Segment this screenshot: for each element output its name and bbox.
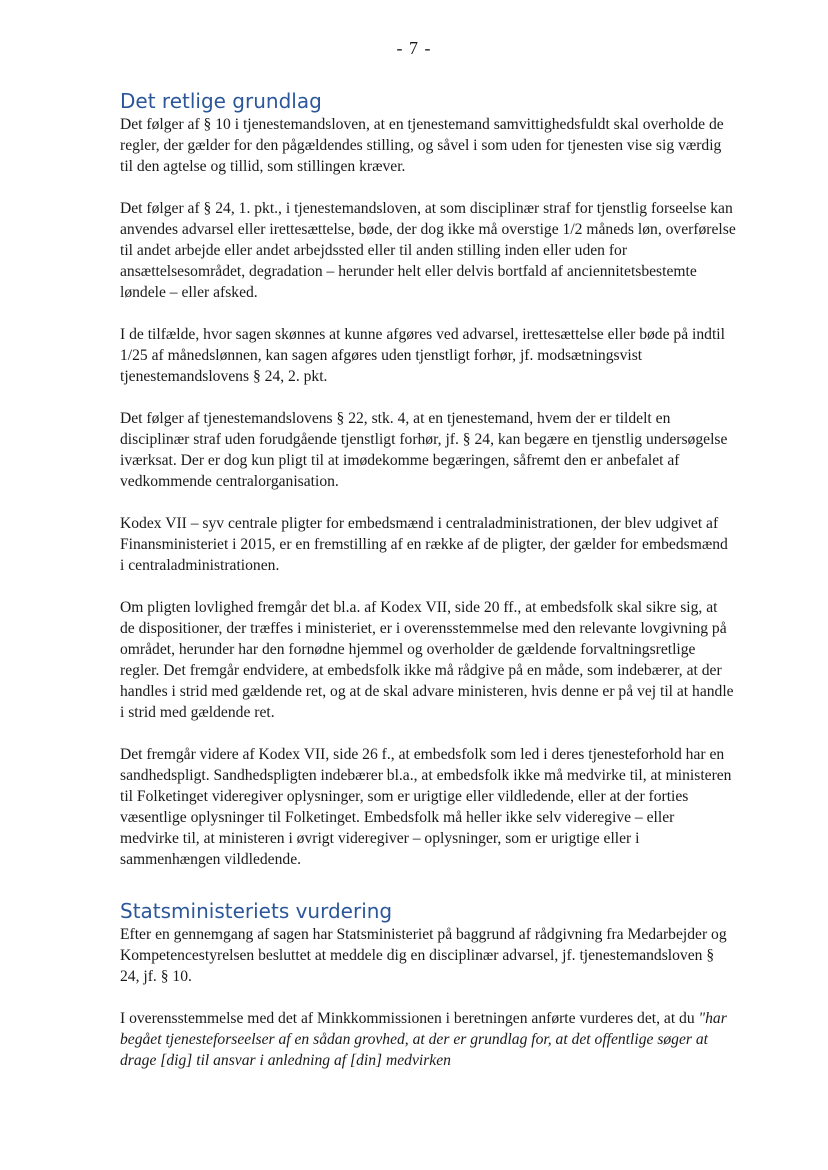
paragraph: Det følger af tjenestemandslovens § 22, stk. 4, at en tjenestemand, hvem der er tildelt en disciplinær straf uden forudgående tjenstligt forhør, jf. § 24, kan begære en tjenstlig undersøgelse iværksat. Der er dog kun pligt til at imødekomme begæringen, såfremt den er anbefalet af vedkommende centralorganisation. [120, 410, 728, 490]
paragraph: I de tilfælde, hvor sagen skønnes at kunne afgøres ved advarsel, irettesættelse eller bøde på indtil 1/25 af månedslønnen, kan sagen afgøres uden tjenstligt forhør, jf. modsætningsvist tjenestemandslovens § 24, 2. pkt. [120, 326, 725, 385]
section-heading-legal-basis: Det retlige grundlag [120, 89, 322, 113]
paragraph-text: I overensstemmelse med det af Minkkommissionen i beretningen anførte vurderes det, at du [120, 1010, 699, 1027]
page-number: - 7 - [396, 38, 432, 58]
paragraph: Det følger af § 24, 1. pkt., i tjenestemandsloven, at som disciplinær straf for tjenstlig forseelse kan anvendes advarsel eller irettesættelse, bøde, der dog ikke må overstige 1/2 måneds løn, overførelse til andet arbejde eller andet arbejdssted eller til anden stilling inden eller uden for ansættelsesområdet, degradation – herunder helt eller delvis bortfald af anciennitetsbestemte løndele – eller afsked. [120, 200, 736, 301]
paragraph: Det følger af § 10 i tjenestemandsloven, at en tjenestemand samvittighedsfuldt skal overholde de regler, der gælder for den pågældendes stilling, og såvel i som uden for tjenesten vise sig værdig til den agtelse og tillid, som stillingen kræver. [120, 116, 724, 175]
paragraph: Om pligten lovlighed fremgår det bl.a. af Kodex VII, side 20 ff., at embedsfolk skal sikre sig, at de dispositioner, der træffes i ministeriet, er i overensstemmelse med den relevante lovgivning på området, herunder har den fornødne hjemmel og overholder de gældende forvaltningsretlige regler. Det fremgår endvidere, at embedsfolk ikke må rådgive på en måde, som indebærer, at der handles i strid med gældende ret, og at de skal advare ministeren, hvis denne er på vej til at handle i strid med gældende ret. [120, 599, 734, 721]
paragraph-with-quote [120, 1008, 736, 1071]
section-heading-assessment: Statsministeriets vurdering [120, 899, 393, 923]
quoted-text: "har begået tjenesteforseelser af en sådan grovhed, at der er grundlag for, at det offentlige søger at drage [dig] til ansvar i anledning af [din] medvirken [120, 1010, 727, 1069]
paragraph: Kodex VII – syv centrale pligter for embedsmænd i centraladministrationen, der blev udgivet af Finansministeriet i 2015, er en fremstilling af en række af de pligter, der gælder for embedsmænd i centraladministrationen. [120, 515, 728, 574]
paragraph: Det fremgår videre af Kodex VII, side 26 f., at embedsfolk som led i deres tjenesteforhold har en sandhedspligt. Sandhedspligten indebærer bl.a., at embedsfolk ikke må medvirke til, at ministeren til Folketinget videregiver oplysninger, som er urigtige eller vildledende, eller at der forties væsentlige oplysninger til Folketinget. Embedsfolk må heller ikke selv videregive – eller medvirke til, at ministeren i øvrigt videregiver – oplysninger, som er urigtige eller i sammenhængen vildledende. [120, 746, 732, 868]
page-content [120, 88, 736, 1092]
paragraph: Efter en gennemgang af sagen har Statsministeriet på baggrund af rådgivning fra Medarbejder og Kompetencestyrelsen besluttet at meddele dig en disciplinær advarsel, jf. tjenestemandsloven § 24, jf. § 10. [120, 926, 727, 985]
